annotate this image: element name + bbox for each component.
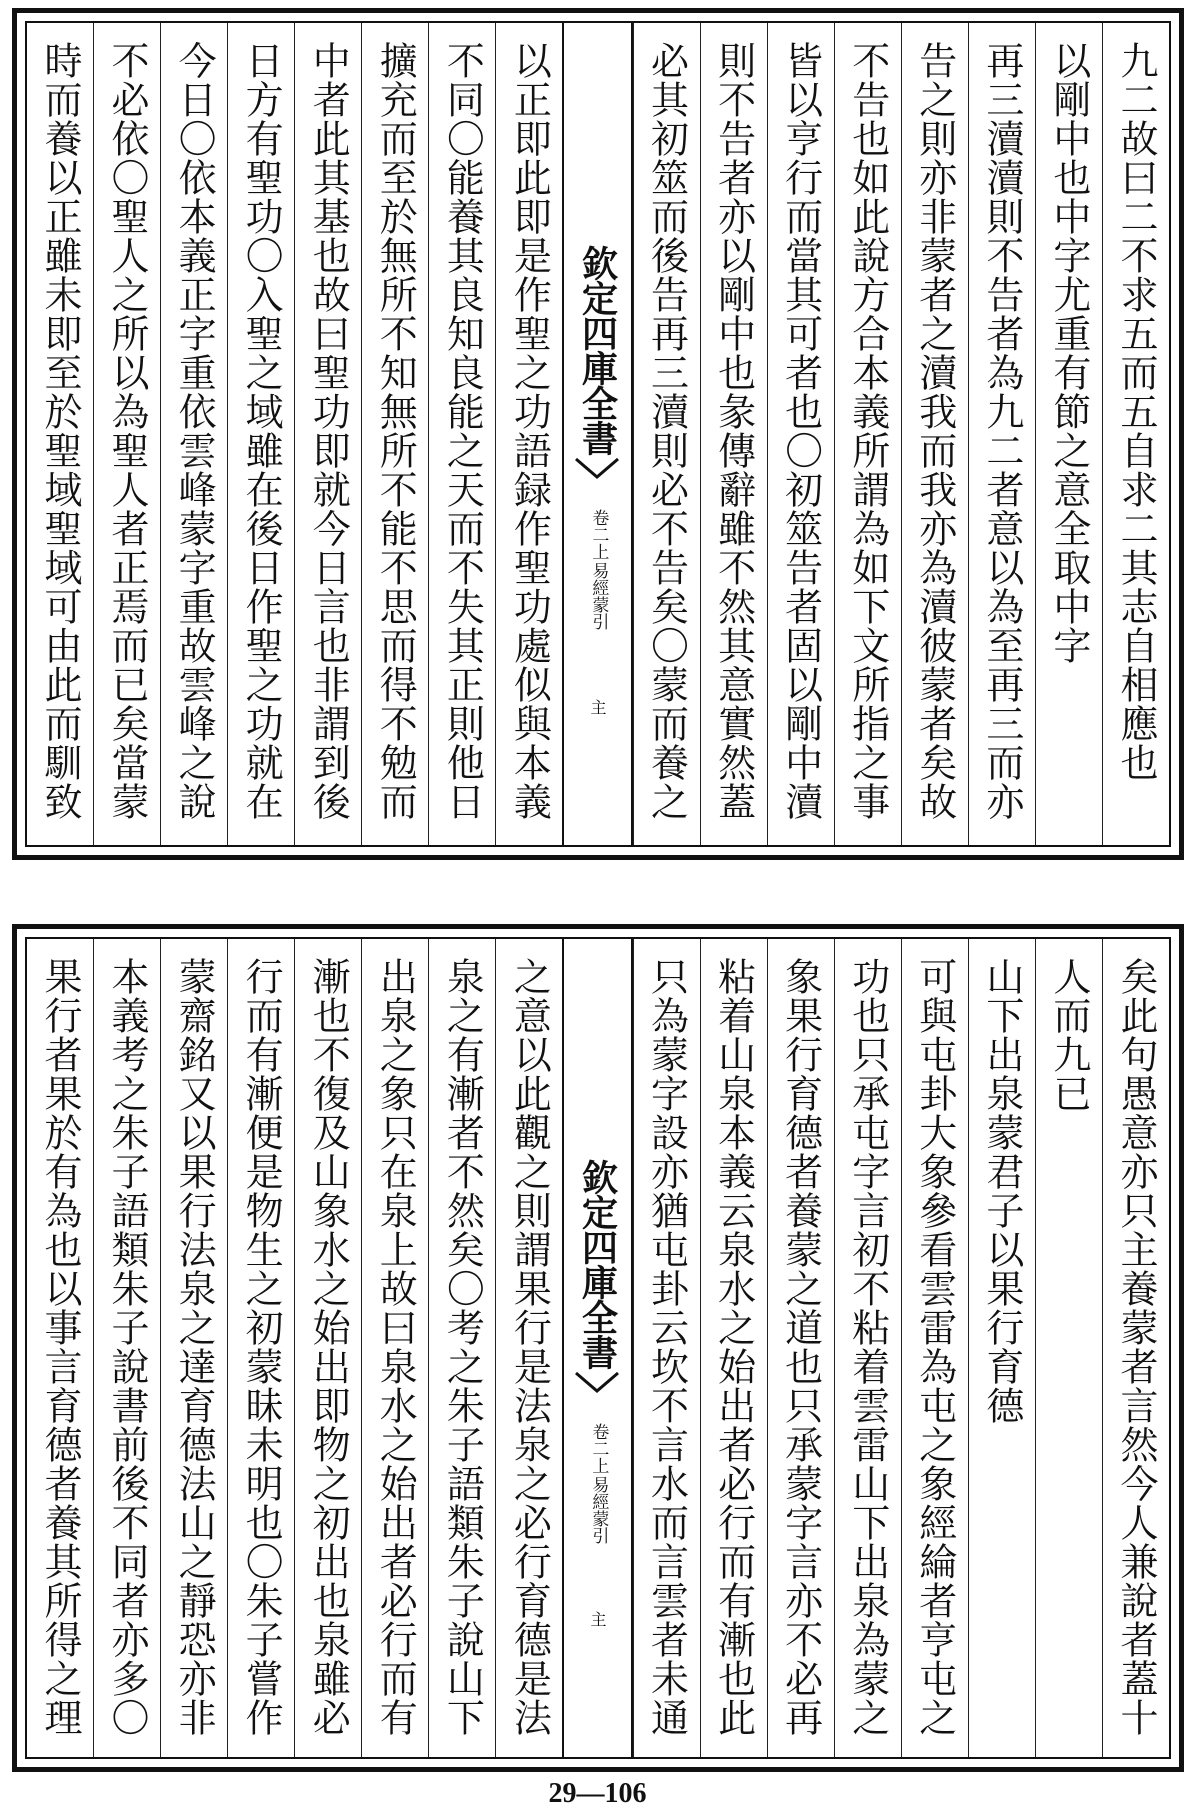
page-number: 29—106 <box>548 1778 647 1809</box>
text-column <box>93 23 160 845</box>
leaf-number: 主 <box>587 699 607 715</box>
top-page-columns <box>27 23 1169 845</box>
text-column <box>27 23 93 845</box>
column-text: 矣此句愚意亦只主養蒙者言然今人兼說者蓋十 <box>1113 957 1158 1737</box>
column-text: 山下出泉蒙君子以果行育德 <box>979 957 1024 1425</box>
text-column <box>700 23 767 845</box>
column-text: 可與屯卦大象參看雲雷為屯之象經綸者亨屯之 <box>912 957 957 1737</box>
column-text: 以正即此即是作聖之功語録作聖功處似與本義 <box>507 41 552 821</box>
text-column <box>428 23 495 845</box>
text-column <box>1102 939 1169 1757</box>
column-text: 日方有聖功〇入聖之域雖在後日作聖之功就在 <box>239 41 284 821</box>
leaf-number: 主 <box>587 1611 607 1627</box>
column-text: 漸也不復及山象水之始出即物之初出也泉雖必 <box>306 957 351 1737</box>
text-column <box>700 939 767 1757</box>
text-column <box>901 23 968 845</box>
column-text: 不告也如此說方合本義所謂為如下文所指之事 <box>845 41 890 821</box>
text-column <box>27 939 93 1757</box>
bottom-page-frame <box>12 924 1184 1772</box>
text-column <box>968 23 1035 845</box>
column-text: 之意以此觀之則謂果行是法泉之必行育德是法 <box>507 957 552 1737</box>
column-text: 則不告者亦以剛中也彖傳辭雖不然其意實然蓋 <box>711 41 756 821</box>
column-text: 泉之有漸者不然矣〇考之朱子語類朱子說山下 <box>440 957 485 1737</box>
column-text: 時而養以正雖未即至於聖域聖域可由此而馴致 <box>37 41 82 821</box>
text-column <box>361 23 428 845</box>
column-text: 本義考之朱子語類朱子說書前後不同者亦多〇 <box>105 957 150 1737</box>
column-text: 再三瀆瀆則不告者為九二者意以為至再三而亦 <box>979 41 1024 821</box>
text-column <box>633 23 700 845</box>
column-text: 功也只承屯字言初不粘着雲雷山下出泉為蒙之 <box>845 957 890 1737</box>
column-text: 必其初筮而後告再三瀆則必不告矣〇蒙而養之 <box>644 41 689 821</box>
center-fold-column <box>562 23 632 845</box>
column-text: 粘着山泉本義云泉水之始出者必行而有漸也此 <box>711 957 756 1737</box>
text-column <box>834 939 901 1757</box>
text-column <box>968 939 1035 1757</box>
text-column <box>1035 23 1102 845</box>
text-column <box>495 939 562 1757</box>
book-info <box>589 509 607 630</box>
column-text: 果行者果於有為也以事言育德者養其所得之理 <box>37 957 82 1737</box>
column-text: 以剛中也中字尤重有節之意全取中字 <box>1046 41 1091 665</box>
text-column <box>160 939 227 1757</box>
volume-label: 卷二上 <box>588 508 609 560</box>
text-column <box>767 939 834 1757</box>
text-column <box>901 939 968 1757</box>
top-page-frame <box>12 8 1184 860</box>
volume-label: 卷二上 <box>588 1422 609 1474</box>
text-column <box>834 23 901 845</box>
text-column <box>227 23 294 845</box>
text-column <box>767 23 834 845</box>
fishtail-mark-icon <box>574 457 620 479</box>
book-info <box>589 1423 607 1544</box>
text-column <box>294 939 361 1757</box>
text-column <box>428 939 495 1757</box>
column-text: 象果行育德者養蒙之道也只承蒙字言亦不必再 <box>778 957 823 1737</box>
text-column <box>294 23 361 845</box>
collection-title: 欽定四庫全書 <box>576 244 619 455</box>
book-title: 易經蒙引 <box>588 561 609 630</box>
center-fold-column <box>562 939 632 1757</box>
column-text: 出泉之象只在泉上故曰泉水之始出者必行而有 <box>373 957 418 1737</box>
collection-title: 欽定四庫全書 <box>576 1158 619 1369</box>
column-text: 行而有漸便是物生之初蒙昧未明也〇朱子嘗作 <box>239 957 284 1737</box>
column-text: 人而九已 <box>1046 957 1091 1113</box>
fishtail-mark-icon <box>574 1371 620 1393</box>
text-column <box>633 939 700 1757</box>
text-column <box>495 23 562 845</box>
text-column <box>1102 23 1169 845</box>
bottom-page-inner-border <box>25 937 1171 1759</box>
column-text: 只為蒙字設亦猶屯卦云坎不言水而言雲者未通 <box>644 957 689 1737</box>
column-text: 蒙齋銘又以果行法泉之達育德法山之靜恐亦非 <box>172 957 217 1737</box>
column-text: 九二故曰二不求五而五自求二其志自相應也 <box>1113 41 1158 782</box>
text-column <box>361 939 428 1757</box>
column-text: 中者此其基也故曰聖功即就今日言也非謂到後 <box>306 41 351 821</box>
text-column <box>227 939 294 1757</box>
bottom-page-columns <box>27 939 1169 1757</box>
top-page-inner-border <box>25 21 1171 847</box>
column-text: 不必依〇聖人之所以為聖人者正焉而已矣當蒙 <box>105 41 150 821</box>
column-text: 不同〇能養其良知良能之天而不失其正則他日 <box>440 41 485 821</box>
book-title: 易經蒙引 <box>588 1475 609 1544</box>
column-text: 皆以亨行而當其可者也〇初筮告者固以剛中瀆 <box>778 41 823 821</box>
text-column <box>93 939 160 1757</box>
column-text: 今日〇依本義正字重依雲峰蒙字重故雲峰之說 <box>172 41 217 821</box>
text-column <box>1035 939 1102 1757</box>
column-text: 擴充而至於無所不知無所不能不思而得不勉而 <box>373 41 418 821</box>
text-column <box>160 23 227 845</box>
column-text: 告之則亦非蒙者之瀆我而我亦為瀆彼蒙者矣故 <box>912 41 957 821</box>
